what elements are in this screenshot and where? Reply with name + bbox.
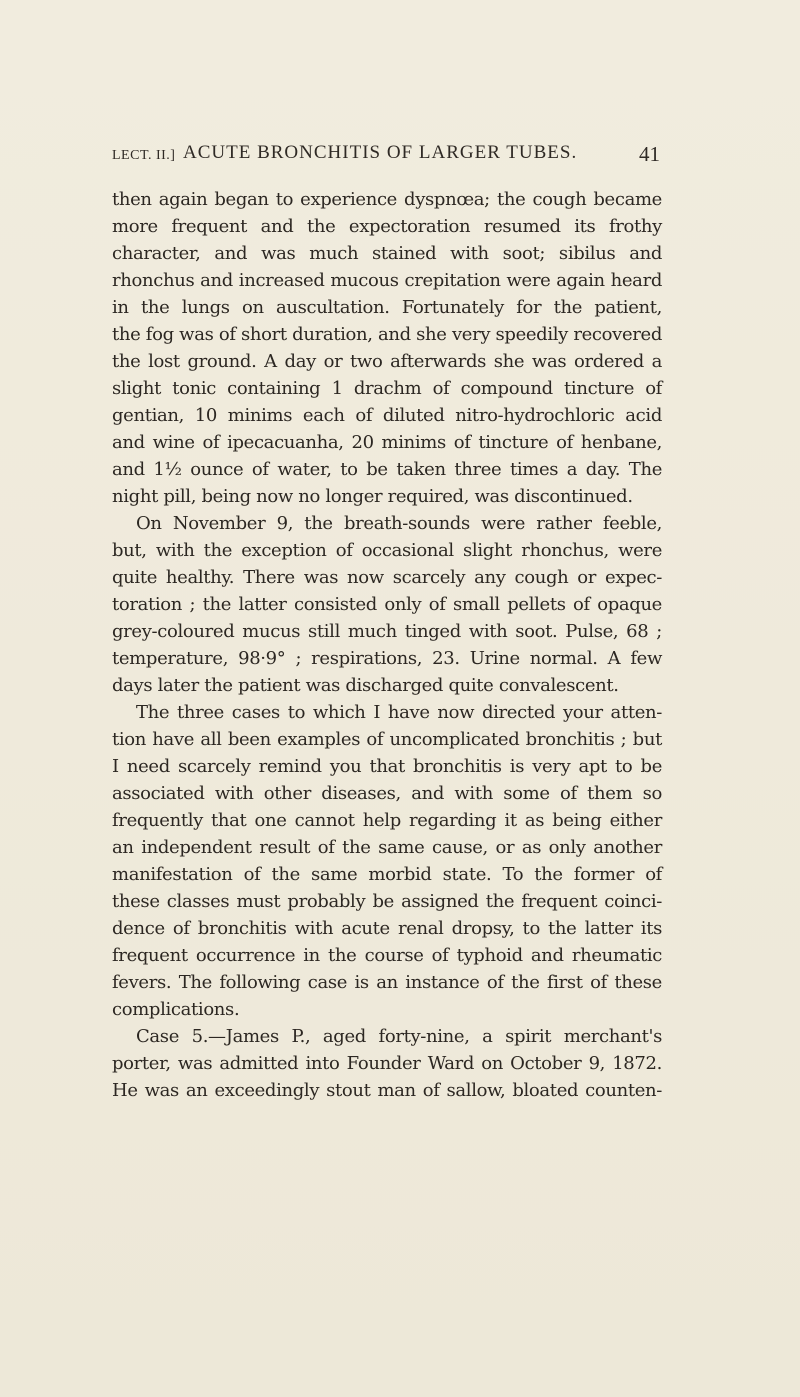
text-line: slight tonic containing 1 drachm of compound tincture of (112, 378, 662, 399)
text-line: the lost ground. A day or two afterwards she was ordered a (112, 351, 662, 372)
text-line: dence of bronchitis with acute renal dropsy, to the latter its (112, 918, 662, 939)
text-line: complications. (112, 999, 240, 1020)
text-line: frequent occurrence in the course of typhoid and rheumatic (112, 945, 662, 966)
text-line: porter, was admitted into Founder Ward on October 9, 1872. (112, 1053, 662, 1074)
text-line: the fog was of short duration, and she very speedily recovered (112, 324, 662, 345)
text-line: an independent result of the same cause, or as only another (112, 837, 662, 858)
text-line: more frequent and the expectoration resumed its frothy (112, 216, 662, 237)
text-line: He was an exceedingly stout man of sallow, bloated counten- (112, 1080, 662, 1101)
text-line: then again began to experience dyspnœa; the cough became (112, 189, 662, 210)
text-line: On November 9, the breath-sounds were rather feeble, (136, 513, 662, 534)
text-line: in the lungs on auscultation. Fortunately for the patient, (112, 297, 662, 318)
text-line: frequently that one cannot help regarding it as being either (112, 810, 662, 831)
text-line: toration ; the latter consisted only of small pellets of opaque (112, 594, 662, 615)
text-line: The three cases to which I have now directed your atten- (136, 702, 662, 723)
running-header (112, 142, 660, 168)
text-line: rhonchus and increased mucous crepitation were again heard (112, 270, 662, 291)
text-line: I need scarcely remind you that bronchitis is very apt to be (112, 756, 662, 777)
text-line: these classes must probably be assigned the frequent coinci- (112, 891, 662, 912)
lecture-label: LECT. II.] (112, 148, 176, 163)
text-line: quite healthy. There was now scarcely any cough or expec- (112, 567, 662, 588)
text-line: temperature, 98·9° ; respirations, 23. Urine normal. A few (112, 648, 662, 669)
text-line: grey-coloured mucus still much tinged with soot. Pulse, 68 ; (112, 621, 662, 642)
chapter-title: ACUTE BRONCHITIS OF LARGER TUBES. (183, 142, 578, 163)
page-number: 41 (639, 142, 660, 166)
text-line: manifestation of the same morbid state. To the former of (112, 864, 662, 885)
text-line: gentian, 10 minims each of diluted nitro-hydrochloric acid (112, 405, 662, 426)
text-line: days later the patient was discharged quite convalescent. (112, 675, 619, 696)
text-line: and 1½ ounce of water, to be taken three times a day. The (112, 459, 662, 480)
text-line: associated with other diseases, and with some of them so (112, 783, 662, 804)
text-line: tion have all been examples of uncomplicated bronchitis ; but (112, 729, 662, 750)
text-line: fevers. The following case is an instance of the first of these (112, 972, 662, 993)
text-line: character, and was much stained with soot; sibilus and (112, 243, 662, 264)
text-line: but, with the exception of occasional slight rhonchus, were (112, 540, 662, 561)
text-line: and wine of ipecacuanha, 20 minims of tincture of henbane, (112, 432, 662, 453)
text-line: night pill, being now no longer required, was discontinued. (112, 486, 633, 507)
body-text (112, 186, 662, 1104)
case-heading-line: Case 5.—James P., aged forty-nine, a spirit merchant's (136, 1026, 662, 1047)
